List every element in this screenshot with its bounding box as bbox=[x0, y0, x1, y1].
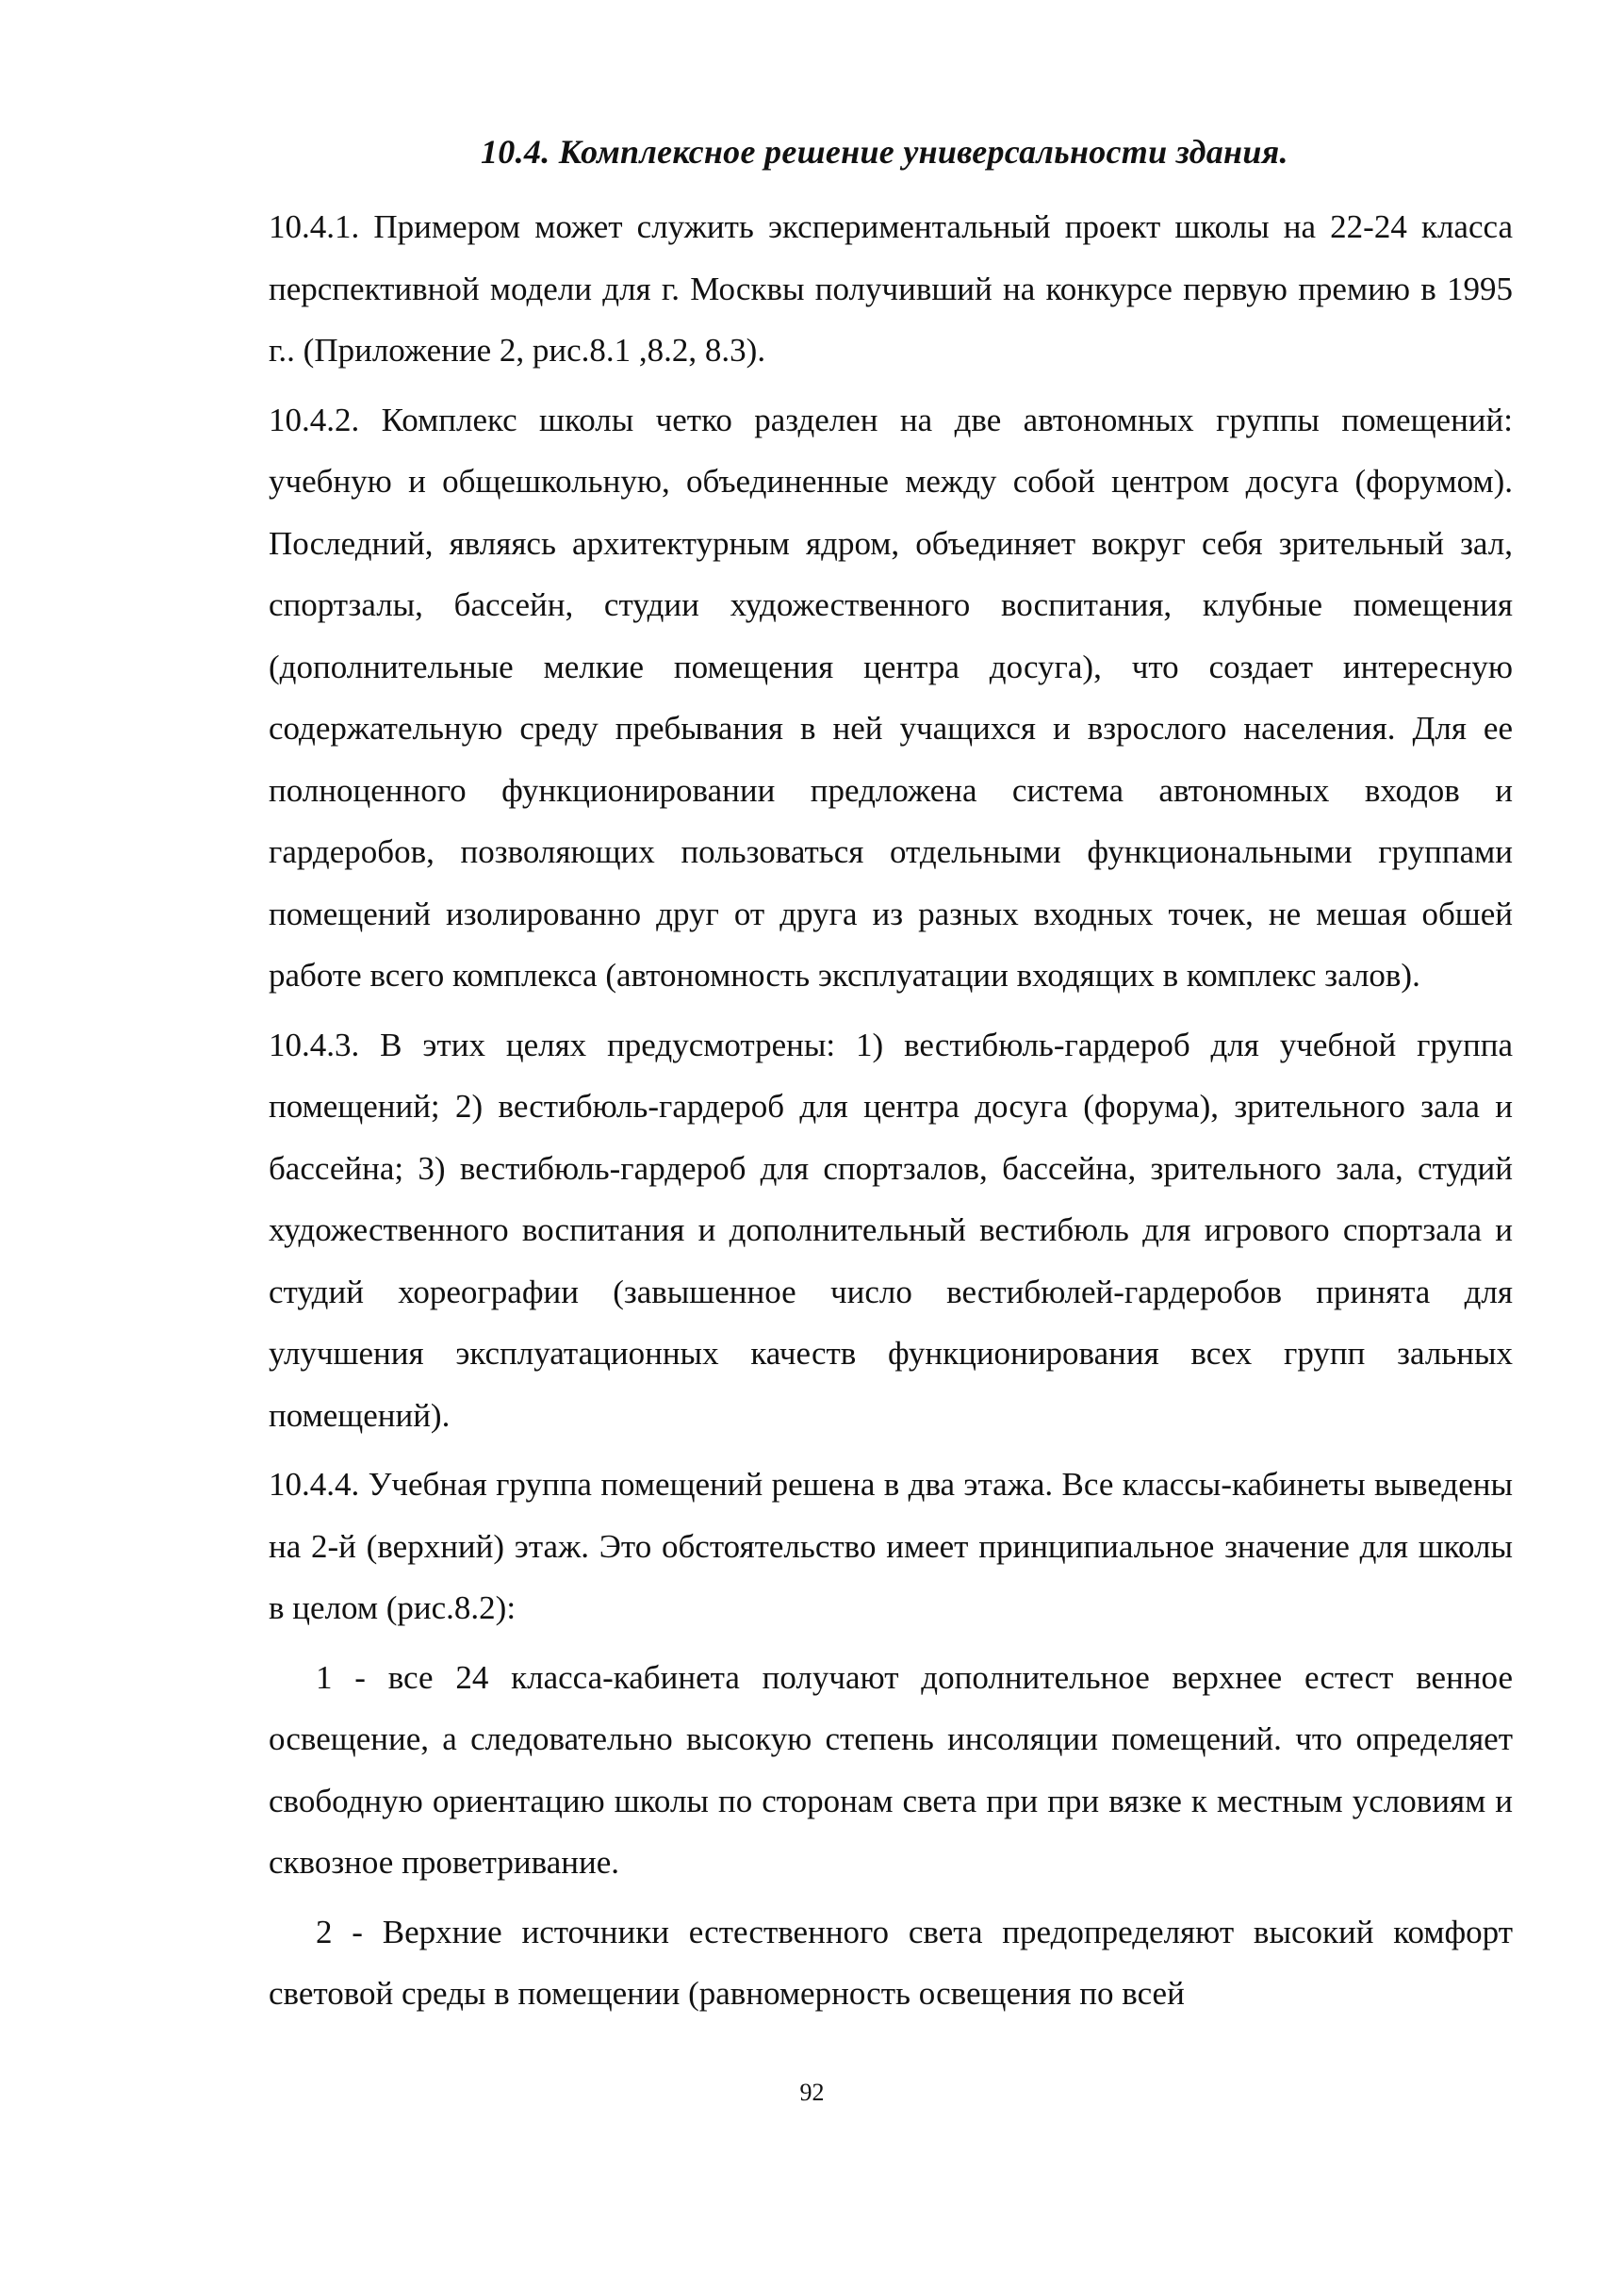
list-item-2: 2 - Верхние источники естественного света предопределяют высокий комфорт световой среды в помещении (равномерность освещения по всей bbox=[269, 1913, 1513, 2012]
list-item-1: 1 - все 24 класса-кабинета получают дополнительное верхнее естест венное освещение, а следовательно высокую степень инсоляции помещений. что определяет свободную ориентацию школы по сторонам света при при вязке к местным условиям и сквозное проветривание. bbox=[269, 1658, 1513, 1881]
paragraph-10-4-2: 10.4.2. Комплекс школы четко разделен на две автономных группы помещений: учебную и общешкольную, объединенные между собой центром досуга (форумом). Последний, являясь архитектурным ядром, объединяет вокруг себя зрительный зал, спортзалы, бассейн, студии художественного воспитания, клубные помещения (дополнительные мелкие помещения центра досуга), что создает интересную содержательную среду пребывания в ней учащихся и взрослого населения. Для ее полноценного функционировании предложена система автономных входов и гардеробов, позволяющих пользоваться отдельными функциональными группами помещений изолированно друг от друга из разных входных точек, не мешая обшей работе всего комплекса (автономность эксплуатации входящих в комплекс залов). bbox=[269, 401, 1513, 994]
paragraph-10-4-3: 10.4.3. В этих целях предусмотрены: 1) вестибюль-гардероб для учебной группа помещений; 2) вестибюль-гардероб для центра досуга (форума), зрительного зала и бассейна; 3) вестибюль-гардероб для спортзалов, бассейна, зрительного зала, студий художественного воспитания и дополнительный вестибюль для игрового спортзала и студий хореографии (завышенное число вестибюлей-гардеробов принята для улучшения эксплуатационных качеств функционирования всех групп зальных помещений). bbox=[269, 1026, 1513, 1434]
paragraph-10-4-1: 10.4.1. Примером может служить экспериментальный проект школы на 22-24 класса перспективной модели для г. Москвы получивший на конкурсе первую премию в 1995 г.. (Приложение 2, рис.8.1 ,8.2, 8.3). bbox=[269, 208, 1513, 369]
section-heading: 10.4. Комплексное решение универсальности здания. bbox=[481, 133, 1288, 171]
page-number: 92 bbox=[799, 2079, 825, 2106]
paragraph-10-4-4: 10.4.4. Учебная группа помещений решена в два этажа. Все классы-кабинеты выведены на 2-й (верхний) этаж. Это обстоятельство имеет принципиальное значение для школы в целом (рис.8.2): bbox=[269, 1466, 1513, 1626]
body-text bbox=[269, 196, 1513, 2025]
